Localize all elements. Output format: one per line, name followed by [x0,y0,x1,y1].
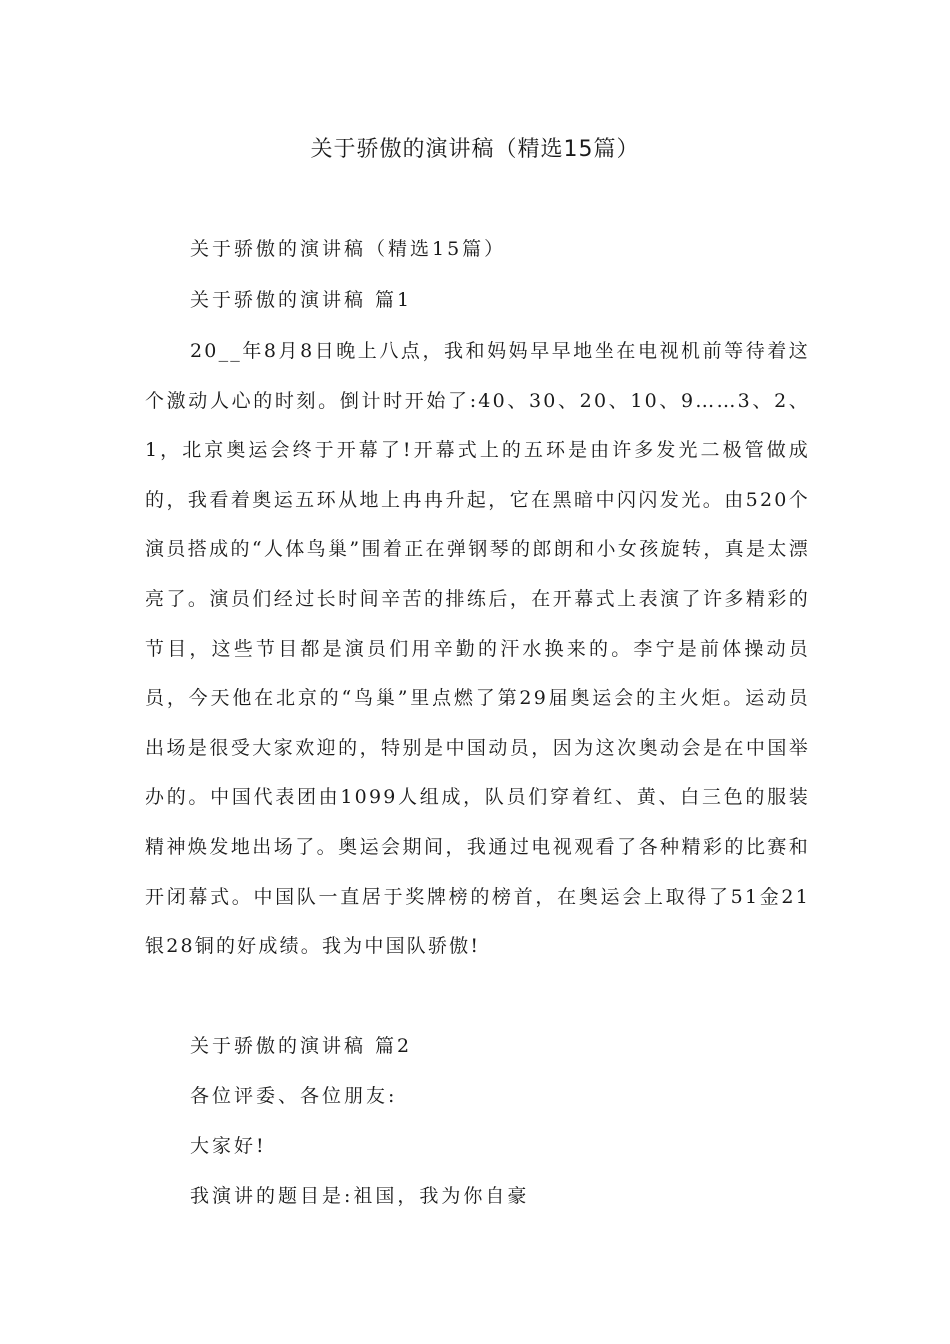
speech-topic-line: 我演讲的题目是:祖国，我为你自豪 [190,1185,530,1207]
hello-line: 大家好! [190,1135,267,1157]
subtitle-line: 关于骄傲的演讲稿（精选15篇） [190,238,507,260]
section-1-heading: 关于骄傲的演讲稿 篇1 [190,289,413,311]
document-title: 关于骄傲的演讲稿（精选15篇） [310,137,640,162]
section-2-heading: 关于骄傲的演讲稿 篇2 [190,1035,413,1057]
section-1-paragraph: 20__年8月8日晚上八点，我和妈妈早早地坐在电视机前等待着这个激动人心的时刻。倒计时开始了:40、30、20、10、9……3、2、1，北京奥运会终于开幕了!开幕式上的五环是由许多发光二极管做成的，我看着奥运五环从地上冉冉升起，它在黑暗中闪闪发光。由520个演员搭成的“人体鸟巢”围着正在弹钢琴的郎朗和小女孩旋转，真是太漂亮了。演员们经过长时间辛苦的排练后，在开幕式上表演了许多精彩的节目，这些节目都是演员们用辛勤的汗水换来的。李宁是前体操动员员，今天他在北京的“鸟巢”里点燃了第29届奥运会的主火炬。运动员出场是很受大家欢迎的，特别是中国动员，因为这次奥动会是在中国举办的。中国代表团由1099人组成，队员们穿着红、黄、白三色的服装精神焕发地出场了。奥运会期间，我通过电视观看了各种精彩的比赛和开闭幕式。中国队一直居于奖牌榜的榜首，在奥运会上取得了51金21银28铜的好成绩。我为中国队骄傲! [145,340,810,958]
greeting-line: 各位评委、各位朋友: [190,1085,398,1107]
